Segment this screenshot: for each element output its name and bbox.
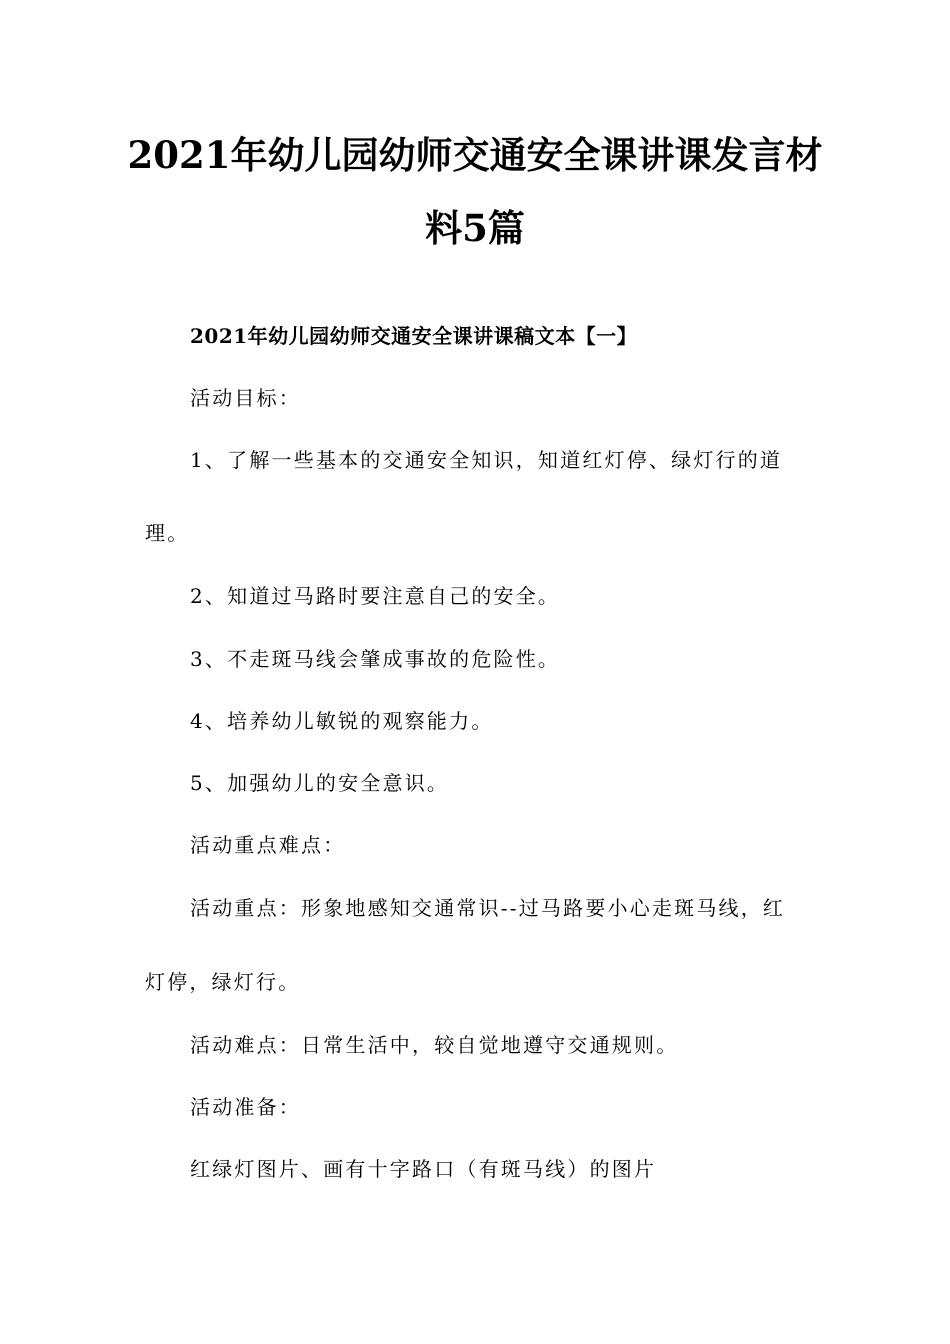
paragraph-line: 4、培养幼儿敏锐的观察能力。 xyxy=(190,709,494,733)
paragraph-line: 3、不走斑马线会肇成事故的危险性。 xyxy=(190,647,561,671)
paragraph-line: 活动目标： xyxy=(190,386,301,410)
section-subheading: 2021年幼儿园幼师交通安全课讲课稿文本【一】 xyxy=(190,324,638,348)
document-title-line-1: 2021年幼儿园幼师交通安全课讲课发言材 xyxy=(127,133,823,177)
paragraph-line: 活动重点：形象地感知交通常识--过马路要小心走斑马线，红 xyxy=(190,896,786,920)
paragraph-line: 1、了解一些基本的交通安全知识，知道红灯停、绿灯行的道 xyxy=(190,448,783,472)
paragraph-line: 活动重点难点： xyxy=(190,833,346,857)
paragraph-line: 活动准备： xyxy=(190,1095,301,1119)
paragraph-line: 理。 xyxy=(145,521,190,545)
paragraph-line: 红绿灯图片、画有十字路口（有斑马线）的图片 xyxy=(190,1157,657,1181)
paragraph-line: 活动难点：日常生活中，较自觉地遵守交通规则。 xyxy=(190,1033,679,1057)
paragraph-line: 灯停，绿灯行。 xyxy=(145,970,301,994)
paragraph-line: 5、加强幼儿的安全意识。 xyxy=(190,771,450,795)
paragraph-line: 2、知道过马路时要注意自己的安全。 xyxy=(190,584,561,608)
document-title-line-2: 料5篇 xyxy=(425,206,525,250)
